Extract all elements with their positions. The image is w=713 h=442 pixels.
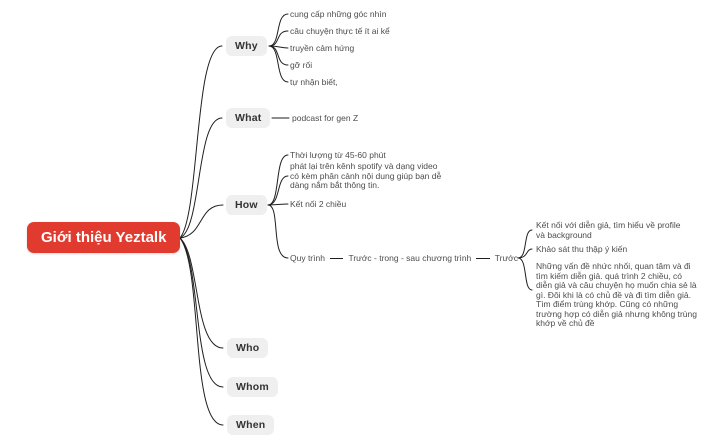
edge-why-1	[269, 31, 288, 46]
topic-when[interactable]: When	[227, 415, 274, 435]
edge-root-when	[180, 238, 223, 425]
edge-root-why	[180, 46, 222, 238]
leaf-why-3[interactable]: gỡ rối	[290, 60, 313, 70]
process-connector-2	[476, 258, 489, 259]
leaf-why-0[interactable]: cung cấp những góc nhìn	[290, 9, 387, 19]
edge-why-3	[269, 46, 288, 65]
edge-phase-1	[518, 249, 532, 258]
process-connector-1	[330, 258, 343, 259]
leaf-process-phase[interactable]: Trước	[494, 253, 519, 263]
topic-why[interactable]: Why	[226, 36, 267, 56]
leaf-why-4[interactable]: tự nhận biết,	[290, 77, 338, 87]
leaf-phase-0[interactable]: Kết nối với diễn giả, tìm hiểu về profile và background	[536, 220, 681, 240]
root-node[interactable]: Giới thiệu Yeztalk	[27, 222, 180, 253]
edge-why-0	[269, 14, 288, 46]
leaf-how-2[interactable]: Kết nối 2 chiều	[290, 199, 347, 209]
edge-root-whom	[180, 238, 223, 387]
leaf-why-2[interactable]: truyền cảm hứng	[290, 43, 355, 53]
edge-how-process	[268, 205, 288, 258]
leaf-what-0[interactable]: podcast for gen Z	[292, 113, 359, 123]
leaf-how-1[interactable]: phát lại trên kênh spotify và dạng video có kèm phân cảnh nội dung giúp bạn dễ dàng nắm bắt thông tin.	[290, 161, 442, 190]
edge-root-who	[180, 238, 223, 348]
leaf-why-1[interactable]: câu chuyện thực tế ít ai kể	[290, 26, 390, 36]
topic-who[interactable]: Who	[227, 338, 268, 358]
edge-why-4	[269, 46, 288, 82]
edge-how-0	[268, 155, 288, 205]
topic-what[interactable]: What	[226, 108, 270, 128]
edge-phase-2	[518, 258, 532, 290]
leaf-phase-2[interactable]: Những vấn đề nhức nhối, quan tâm và đi tìm kiếm diễn giả. quá trình 2 chiều, có diễn giả và câu chuyện họ muốn chia sẻ là gì. Đôi khi là có chủ đề và đi tìm diễn giả. Tìm điểm trùng khớp. Cũng có những trường hợp có diễn giả nhưng không trùng khớp về chủ đề	[536, 261, 697, 328]
leaf-process-stage[interactable]: Trước - trong - sau chương trình	[348, 253, 472, 263]
leaf-phase-1[interactable]: Khảo sát thu thập ý kiến	[536, 244, 628, 254]
edge-phase-0	[518, 230, 532, 258]
topic-whom[interactable]: Whom	[227, 377, 278, 397]
leaf-process[interactable]: Quy trình	[290, 253, 325, 263]
topic-how[interactable]: How	[226, 195, 267, 215]
leaf-how-0[interactable]: Thời lượng từ 45-60 phút	[290, 150, 386, 160]
process-chain	[290, 252, 518, 264]
